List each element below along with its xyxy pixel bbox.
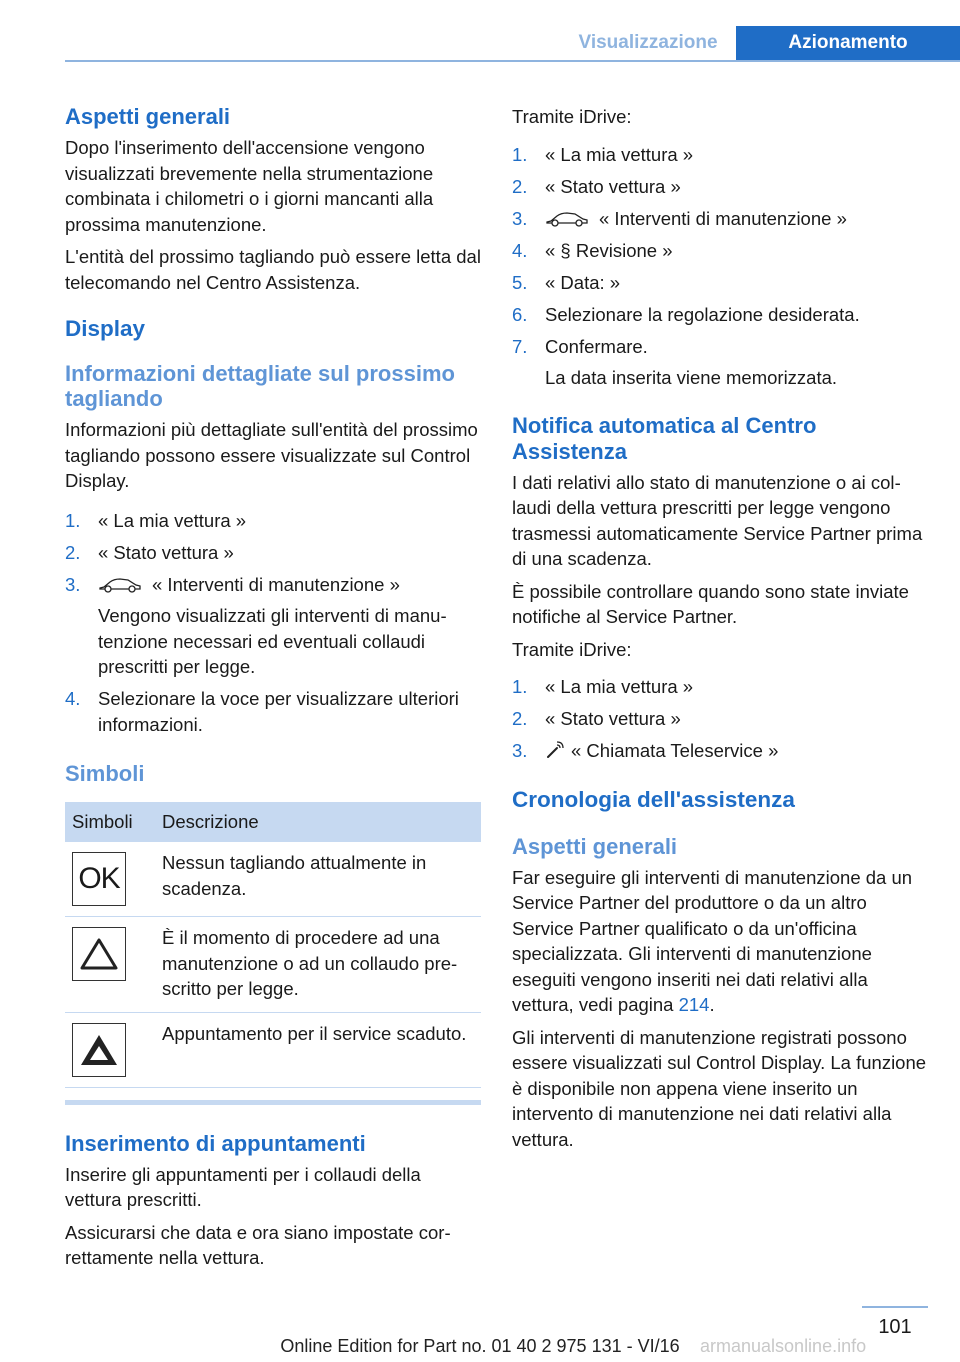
table-cell-desc: Nessun tagliando attualmente in scadenza.	[162, 842, 481, 917]
step-number: 4.	[65, 688, 81, 709]
heading-informazioni: Informazioni dettagliate sul prossimo tagliando	[65, 361, 455, 411]
step-text: « Stato vettura »	[98, 541, 234, 563]
paragraph: Tramite iDrive:	[512, 638, 632, 660]
heading-display: Display	[65, 316, 146, 341]
list-item	[512, 174, 928, 200]
step-number: 3.	[512, 740, 528, 761]
step-text: « Interventi di manutenzione »	[599, 207, 847, 229]
list-item	[65, 508, 481, 534]
step-number: 2.	[512, 175, 528, 197]
list-item	[512, 142, 928, 168]
paragraph: I dati relativi allo stato di manutenzione o ai collaudi della vettura prescritti per legge vengono trasmessi automaticamente Service Partner prima di una scadenza.	[512, 471, 923, 569]
page-number: 101	[878, 1316, 912, 1338]
warning-filled-icon	[72, 1023, 126, 1077]
table-cell-desc: È il momento di procedere ad una manutenzione o ad un collaudo prescritto per legge.	[162, 917, 481, 1013]
ok-symbol: OK	[72, 852, 126, 906]
table-end-rule	[65, 1100, 481, 1105]
step-text: « La mia vettura »	[545, 676, 694, 697]
list-item	[512, 334, 928, 391]
steps-list	[512, 142, 928, 391]
left-column	[65, 100, 481, 1278]
paragraph: Informazioni più dettagliate sull'entità del prossimo tagliando possono essere visualizzate sul Control Display.	[65, 419, 478, 491]
step-number: 4.	[512, 239, 528, 261]
step-text: « Stato vettura »	[545, 175, 681, 197]
step-number: 1.	[65, 509, 81, 531]
list-item	[512, 674, 928, 700]
heading-cronologia: Cronologia dell'assistenza	[512, 786, 795, 812]
step-text: Confermare.	[545, 335, 648, 357]
paragraph: Gli interventi di manutenzione registrati possono essere visualizzati sul Control Display. La funzione è disponibile non appena viene inserito un intervento di manutenzione nei dati relativi alla vettura.	[512, 1026, 927, 1150]
step-text: « La mia vettura »	[98, 509, 247, 531]
list-item	[65, 686, 481, 737]
page-link[interactable]: 214	[678, 994, 710, 1015]
watermark: armanualsonline.info	[700, 1336, 867, 1356]
step-text: « Chiamata Teleservice »	[571, 740, 779, 761]
step-text: Selezionare la regolazione desiderata.	[545, 303, 860, 325]
heading-inserimento: Inserimento di appuntamenti	[65, 1130, 366, 1156]
steps-list	[512, 674, 928, 764]
table-header-descrizione: Descrizione	[162, 802, 481, 842]
list-item	[512, 238, 928, 264]
table-row	[65, 1012, 481, 1087]
step-number: 6.	[512, 303, 528, 325]
footer-rule	[862, 1306, 928, 1308]
step-number: 1.	[512, 143, 528, 165]
car-service-icon	[545, 211, 589, 227]
heading-aspetti-generali: Aspetti generali	[65, 104, 231, 129]
step-number: 3.	[512, 207, 528, 229]
paragraph: Assicurarsi che data e ora siano impostate correttamente nella vettura.	[65, 1221, 451, 1268]
step-text: « § Revisione »	[545, 239, 673, 261]
step-subtext: La data inserita viene memorizzata.	[545, 367, 838, 388]
list-item	[512, 738, 928, 764]
step-text: Selezionare la voce per visualizzare ulteriori informazioni.	[98, 688, 459, 735]
table-row	[65, 917, 481, 1013]
right-column	[512, 100, 928, 1159]
step-number: 2.	[512, 708, 528, 729]
paragraph: Inserire gli appuntamenti per i collaudi della vettura prescritti.	[65, 1163, 421, 1210]
table-header-row	[65, 802, 481, 842]
steps-list	[65, 508, 481, 738]
step-number: 3.	[65, 573, 81, 595]
list-item	[512, 302, 928, 328]
teleservice-icon	[545, 740, 565, 760]
header-tab-azionamento[interactable]: Azionamento	[736, 26, 960, 62]
list-item	[512, 206, 928, 232]
heading-simboli: Simboli	[65, 761, 145, 786]
table-header-simboli: Simboli	[65, 802, 162, 842]
list-item	[512, 706, 928, 732]
step-text: « Data: »	[545, 271, 621, 293]
paragraph: L'entità del prossimo tagliando può essere letta dal telecomando nel Centro Assistenza.	[65, 246, 481, 293]
heading-notifica: Notifica automatica al Centro Assistenza	[512, 412, 817, 464]
table-row	[65, 842, 481, 917]
symbols-table	[65, 802, 481, 1088]
table-cell-desc: Appuntamento per il service scaduto.	[162, 1012, 481, 1087]
paragraph: È possibile controllare quando sono state inviate notifiche al Service Partner.	[512, 580, 909, 627]
step-subtext: Vengono visualizzati gli interventi di manutenzione necessari ed eventuali collaudi prescritti per legge.	[98, 605, 447, 677]
step-number: 7.	[512, 335, 528, 357]
paragraph: Far eseguire gli interventi di manutenzione da un Service Partner del produttore o da un altro Service Partner qualificato o da un'officina specializzata. Gli interventi di manutenzione eseguiti vengono inseriti nei dati relativi alla vettura, vedi pagina 214.	[512, 866, 913, 1015]
step-number: 1.	[512, 676, 528, 697]
step-text: « La mia vettura »	[545, 143, 694, 165]
step-text: « Stato vettura »	[545, 708, 681, 729]
step-number: 2.	[65, 541, 81, 563]
car-service-icon	[98, 577, 142, 593]
list-item	[65, 540, 481, 566]
paragraph: Dopo l'inserimento dell'accensione vengono visualizzati brevemente nella strumentazione combinata i chilometri o i giorni mancanti alla prossima manutenzione.	[65, 137, 434, 235]
warning-outline-icon	[72, 927, 126, 981]
step-number: 5.	[512, 271, 528, 293]
step-text: « Interventi di manutenzione »	[152, 573, 400, 595]
header-rule	[65, 60, 960, 62]
list-item	[65, 572, 481, 680]
footer-edition-note: Online Edition for Part no. 01 40 2 975 131 - VI/16	[280, 1336, 680, 1356]
list-item	[512, 270, 928, 296]
header-tab-visualizzazione[interactable]: Visualizzazione	[578, 32, 718, 53]
heading-aspetti-generali-2: Aspetti generali	[512, 833, 678, 859]
paragraph: Tramite iDrive:	[512, 106, 632, 127]
